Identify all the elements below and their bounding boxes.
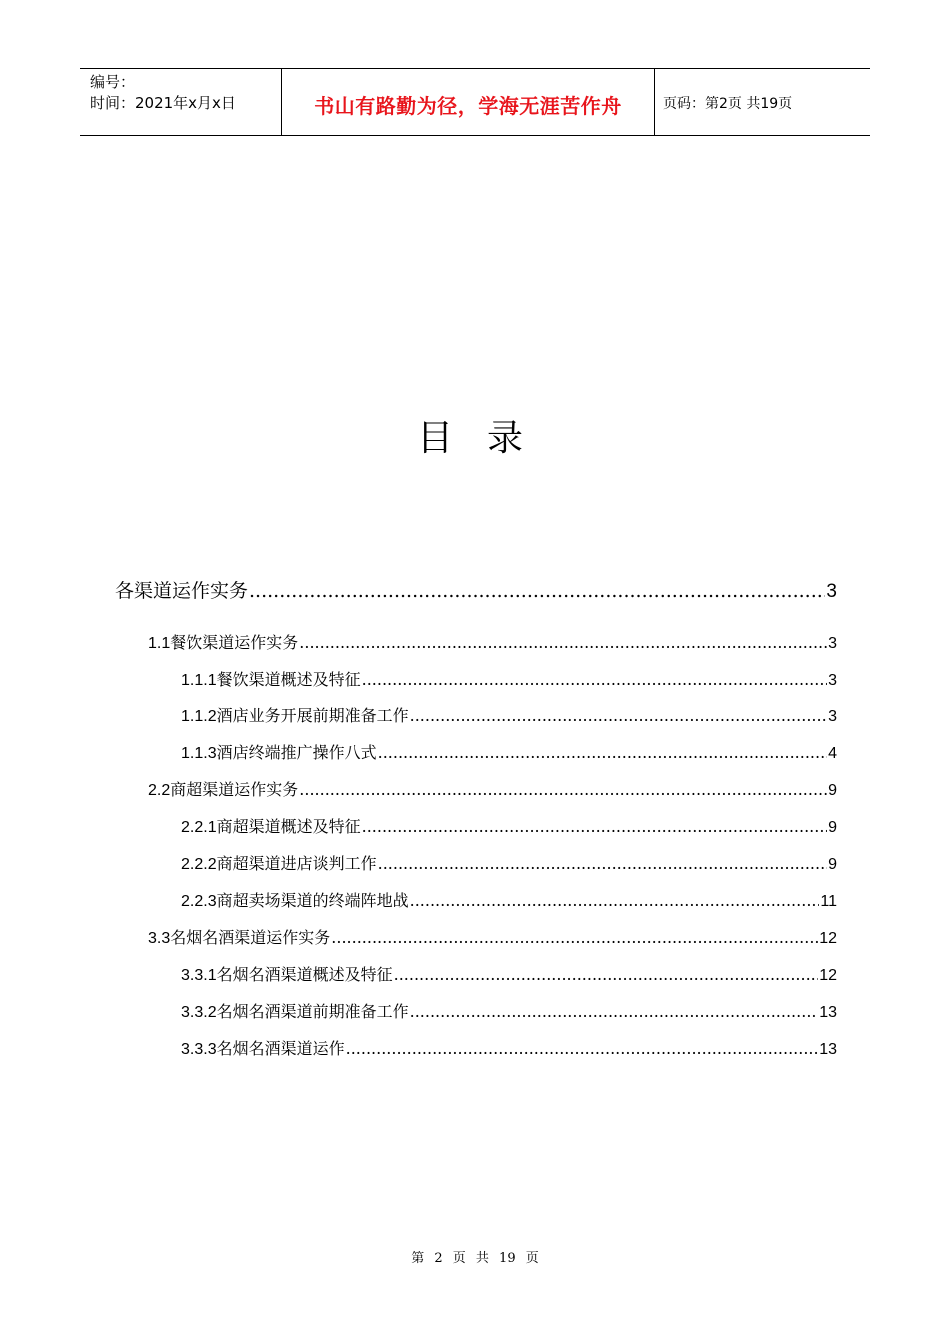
dot-leader <box>249 580 825 602</box>
toc-entry-page: 11 <box>820 893 837 910</box>
toc-entry-number: 1.1 <box>148 635 171 652</box>
toc-entry-text: 商超渠道运作实务 <box>170 780 299 799</box>
dot-leader <box>410 1002 819 1021</box>
toc-entry-number: 3.3.1 <box>181 967 217 984</box>
dot-leader <box>362 817 827 836</box>
toc-entry-number: 3.3 <box>148 930 171 947</box>
toc-entry-page: 12 <box>819 967 837 984</box>
toc-entry-text: 名烟名酒渠道前期准备工作 <box>216 1002 409 1021</box>
toc-entry-text: 餐饮渠道运作实务 <box>170 633 299 652</box>
toc-entry-number: 2.2 <box>148 782 171 799</box>
toc-entry-page: 3 <box>828 635 837 652</box>
toc-entry-text: 酒店终端推广操作八式 <box>216 743 377 762</box>
toc-entry-text: 商超渠道概述及特征 <box>216 817 361 836</box>
toc-entry[interactable] <box>181 667 837 690</box>
toc-title: 目录 <box>416 418 557 459</box>
toc-entry-page: 3 <box>828 672 837 689</box>
dot-leader <box>378 854 827 873</box>
dot-leader <box>299 780 827 799</box>
toc-entry-page: 13 <box>819 1004 837 1021</box>
toc-entry-number: 2.2.3 <box>181 893 217 910</box>
dot-leader <box>346 1039 819 1058</box>
dot-leader <box>331 928 818 947</box>
toc-entry[interactable] <box>181 703 837 726</box>
page-footer: 第 2 页 共 19 页 <box>411 1251 539 1266</box>
toc-entry-page: 9 <box>828 819 837 836</box>
toc-entry-page: 9 <box>828 856 837 873</box>
toc-entry-number: 3.3.3 <box>181 1041 217 1058</box>
dot-leader <box>410 706 827 725</box>
toc-entry-text: 商超卖场渠道的终端阵地战 <box>216 891 409 910</box>
toc-entry-text: 酒店业务开展前期准备工作 <box>216 706 409 725</box>
document-header <box>80 68 870 136</box>
dot-leader <box>394 965 819 984</box>
dot-leader <box>299 633 827 652</box>
time-label: 时间：2021年x月x日 <box>90 94 236 112</box>
toc-entry-page: 13 <box>819 1041 837 1058</box>
toc-entry[interactable] <box>181 740 837 763</box>
toc-entry[interactable] <box>181 1036 837 1059</box>
header-page-cell <box>655 69 870 135</box>
motto-text: 书山有路勤为径，学海无涯苦作舟 <box>314 93 622 118</box>
toc-entry-page: 12 <box>819 930 837 947</box>
dot-leader <box>362 670 827 689</box>
dot-leader <box>378 743 827 762</box>
toc-entry-number: 3.3.2 <box>181 1004 217 1021</box>
toc-entry-page: 9 <box>828 782 837 799</box>
toc-entry-page: 4 <box>828 745 837 762</box>
toc-entry[interactable] <box>181 962 837 985</box>
dot-leader <box>410 891 820 910</box>
toc-entry[interactable] <box>181 814 837 837</box>
toc-entry-text: 名烟名酒渠道概述及特征 <box>216 965 393 984</box>
serial-label: 编号： <box>90 73 136 91</box>
header-motto-cell <box>281 69 655 135</box>
toc-entry-number: 1.1.1 <box>181 672 217 689</box>
toc-entry-number: 1.1.3 <box>181 745 217 762</box>
toc-entry[interactable] <box>148 777 837 800</box>
header-meta <box>80 69 281 135</box>
toc-entry-text: 名烟名酒渠道运作实务 <box>170 928 331 947</box>
toc-entry-page: 3 <box>826 581 837 602</box>
toc-entry-number: 1.1.2 <box>181 708 217 725</box>
toc-entry-text: 餐饮渠道概述及特征 <box>216 670 361 689</box>
page-info: 页码：第2页 共19页 <box>663 96 793 112</box>
toc-entry[interactable] <box>148 925 837 948</box>
toc-entry-number: 2.2.1 <box>181 819 217 836</box>
toc-entry-page: 3 <box>828 708 837 725</box>
toc-entry-text: 各渠道运作实务 <box>115 580 249 602</box>
toc-entry-text: 商超渠道进店谈判工作 <box>216 854 377 873</box>
toc-entry[interactable] <box>181 888 837 911</box>
toc-entry-number: 2.2.2 <box>181 856 217 873</box>
toc-entry[interactable] <box>115 576 837 603</box>
toc-entry[interactable] <box>148 630 837 653</box>
toc-entry[interactable] <box>181 851 837 874</box>
toc-entry-text: 名烟名酒渠道运作 <box>216 1039 345 1058</box>
toc-entry[interactable] <box>181 999 837 1022</box>
